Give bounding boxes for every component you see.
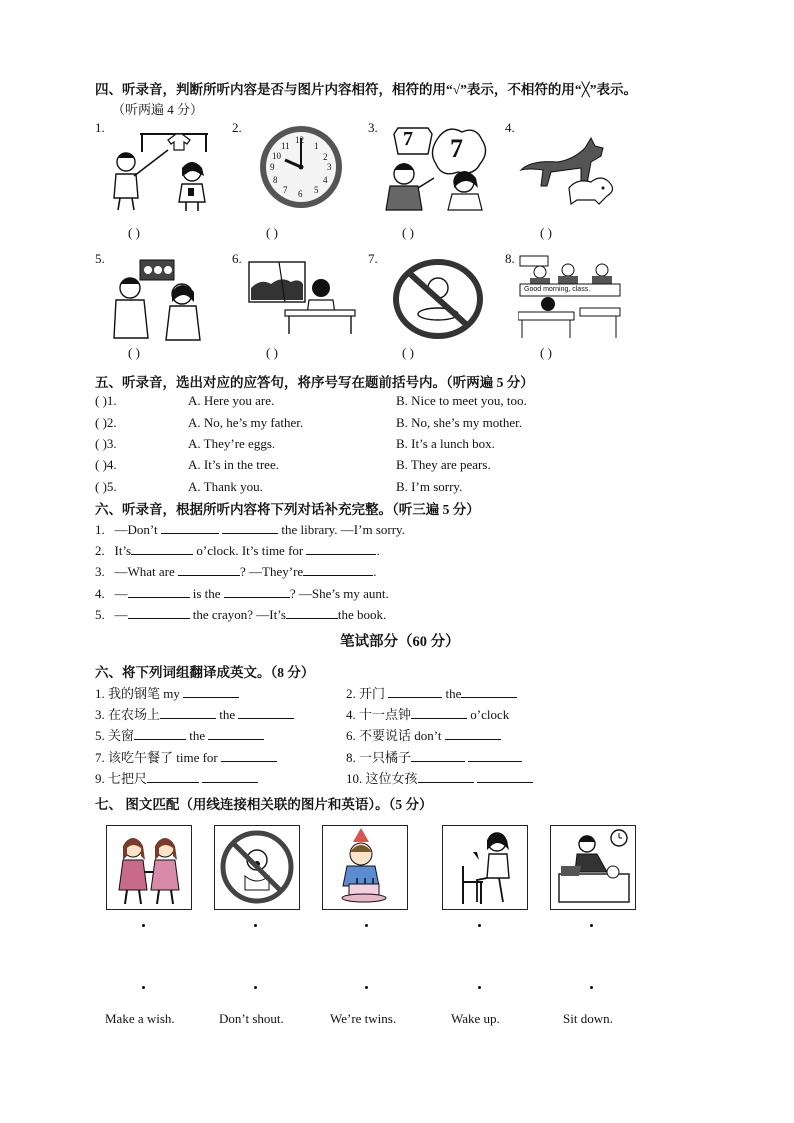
s6-blank-4b[interactable] xyxy=(224,585,290,598)
s6-line-2-part1: It’s xyxy=(114,543,132,558)
match-dot-phrase-3[interactable] xyxy=(365,986,368,989)
s5-option-b-2: B. No, she’s my mother. xyxy=(396,415,523,430)
s6-line-2 xyxy=(95,542,380,559)
phrase-make-a-wish: Make a wish. xyxy=(105,1011,175,1026)
s6-blank-2b[interactable] xyxy=(306,542,376,555)
s6b-blank-6[interactable] xyxy=(445,727,501,740)
s6b-item-1-text: 1. 我的钢笔 my xyxy=(95,686,180,701)
s6-blank-1b[interactable] xyxy=(222,521,278,534)
s5-paren-4[interactable]: ( )4. xyxy=(95,457,117,472)
picture-twins[interactable] xyxy=(106,825,192,910)
s6b-item-2 xyxy=(346,683,517,702)
s6b-blank-10b[interactable] xyxy=(477,770,533,783)
match-dot-picture-4[interactable] xyxy=(478,924,481,927)
section4-subtitle: （听两遍 4 分） xyxy=(112,102,204,117)
s6-blank-3a[interactable] xyxy=(178,563,240,576)
clock-digit-10: 10 xyxy=(272,151,281,161)
s6-line-1-number: 1. xyxy=(95,522,105,537)
match-dot-phrase-4[interactable] xyxy=(478,986,481,989)
s6b-blank-3a[interactable] xyxy=(160,706,216,719)
s6b-item-3 xyxy=(95,704,294,723)
board-text: Good morning, class. xyxy=(524,286,591,293)
s6-line-3-part1: —What are xyxy=(114,564,175,579)
q4-number-3: 3. xyxy=(368,120,378,135)
s6b-item-2-mid: the xyxy=(445,686,462,701)
s6b-item-9-text: 9. 七把尺 xyxy=(95,771,148,786)
picture-birthday-wish[interactable] xyxy=(322,825,408,910)
q4-number-1: 1. xyxy=(95,120,105,135)
s6-line-1-part2: the library. —I’m sorry. xyxy=(281,522,405,537)
s6-line-4-part1: — xyxy=(114,586,128,601)
s6b-blank-2b[interactable] xyxy=(461,685,517,698)
s5-option-b-5: B. I’m sorry. xyxy=(396,479,463,494)
s6-blank-5a[interactable] xyxy=(128,606,190,619)
s6-line-2-number: 2. xyxy=(95,543,105,558)
s5-paren-1[interactable]: ( )1. xyxy=(95,393,117,408)
picture-sit-down[interactable] xyxy=(442,825,528,910)
picture-kids-number-seven xyxy=(378,124,490,212)
section5-title: 五、听录音，选出对应的应答句，将序号写在题前括号内。（听两遍 5 分） xyxy=(95,375,534,390)
sign-seven-small: 7 xyxy=(403,128,413,150)
s6b-item-7-text: 7. 该吃午餐了 time for xyxy=(95,750,218,765)
s5-option-a-1: A. Here you are. xyxy=(188,393,275,408)
s6b-blank-2a[interactable] xyxy=(388,685,442,698)
s6b-blank-5b[interactable] xyxy=(208,727,264,740)
match-dot-phrase-2[interactable] xyxy=(254,986,257,989)
picture-wake-up[interactable] xyxy=(550,825,636,910)
s6b-item-10 xyxy=(346,768,533,787)
s6b-item-4-text: 4. 十一点钟 xyxy=(346,707,412,722)
answer-paren-7[interactable]: ( ) xyxy=(402,345,414,360)
answer-paren-6[interactable]: ( ) xyxy=(266,345,278,360)
s6-line-3-part3: . xyxy=(373,564,377,579)
answer-paren-1[interactable]: ( ) xyxy=(128,225,140,240)
picture-classroom-greeting xyxy=(518,254,624,340)
picture-no-eating-sign xyxy=(392,258,484,340)
s6b-item-7 xyxy=(95,747,277,766)
picture-dog-and-puppy xyxy=(515,136,621,208)
phrase-dont-shout: Don’t shout. xyxy=(219,1011,284,1026)
s6b-item-4 xyxy=(346,704,509,723)
clock-digit-5: 5 xyxy=(314,185,319,195)
s5-paren-3[interactable]: ( )3. xyxy=(95,436,117,451)
clock-digit-9: 9 xyxy=(270,162,275,172)
s6b-item-8-text: 8. 一只橘子 xyxy=(346,750,412,765)
clock-digit-3: 3 xyxy=(327,162,332,172)
s5-option-b-4: B. They are pears. xyxy=(396,457,491,472)
match-dot-picture-1[interactable] xyxy=(142,924,145,927)
s5-option-b-3: B. It’s a lunch box. xyxy=(396,436,495,451)
picture-no-shouting[interactable] xyxy=(214,825,300,910)
phrase-were-twins: We’re twins. xyxy=(330,1011,397,1026)
s6b-blank-10a[interactable] xyxy=(418,770,474,783)
match-dot-phrase-1[interactable] xyxy=(142,986,145,989)
sign-seven-large: 7 xyxy=(450,134,463,163)
answer-paren-8[interactable]: ( ) xyxy=(540,345,552,360)
q4-number-2: 2. xyxy=(232,120,242,135)
match-dot-picture-5[interactable] xyxy=(590,924,593,927)
match-dot-phrase-5[interactable] xyxy=(590,986,593,989)
s5-option-a-3: A. They’re eggs. xyxy=(188,436,276,451)
picture-clock xyxy=(258,122,344,212)
q4-number-4: 4. xyxy=(505,120,515,135)
clock-digit-4: 4 xyxy=(323,175,328,185)
s5-option-b-1: B. Nice to meet you, too. xyxy=(396,393,527,408)
s5-paren-2[interactable]: ( )2. xyxy=(95,415,117,430)
s6-blank-1a[interactable] xyxy=(161,521,219,534)
s6-line-4-part3: ? —She’s my aunt. xyxy=(289,586,389,601)
section7-title: 七、 图文匹配（用线连接相关联的图片和英语）。（5 分） xyxy=(95,797,433,812)
s6b-item-8 xyxy=(346,747,522,766)
s6b-item-3-mid: the xyxy=(219,707,236,722)
s6-line-5-part1: — xyxy=(114,607,128,622)
s6b-blank-3b[interactable] xyxy=(238,706,294,719)
s6-line-5-part3: the book. xyxy=(337,607,387,622)
s6-line-5-number: 5. xyxy=(95,607,105,622)
s5-option-a-4: A. It’s in the tree. xyxy=(188,457,279,472)
s6-line-1-part1: —Don’t xyxy=(114,522,158,537)
picture-child-at-desk xyxy=(245,258,359,336)
answer-paren-2[interactable]: ( ) xyxy=(266,225,278,240)
s6-line-5-part2: the crayon? —It’s xyxy=(192,607,286,622)
written-part-title: 笔试部分（60 分） xyxy=(340,634,460,650)
q4-number-5: 5. xyxy=(95,251,105,266)
q4-number-8: 8. xyxy=(505,251,515,266)
section6-title: 六、听录音，根据所听内容将下列对话补充完整。（听三遍 5 分） xyxy=(95,502,480,517)
s6-line-5 xyxy=(95,606,386,623)
answer-paren-5[interactable]: ( ) xyxy=(128,345,140,360)
s6b-item-10-text: 10. 这位女孩 xyxy=(346,771,418,786)
s6b-item-9 xyxy=(95,768,258,787)
match-dot-picture-2[interactable] xyxy=(254,924,257,927)
s6b-blank-9b[interactable] xyxy=(202,770,258,783)
s5-option-a-2: A. No, he’s my father. xyxy=(188,415,304,430)
clock-digit-11: 11 xyxy=(281,141,290,151)
s6b-item-4-mid: o’clock xyxy=(470,707,510,722)
s6b-item-2-text: 2. 开门 xyxy=(346,686,386,701)
s6b-blank-7[interactable] xyxy=(221,749,277,762)
s6b-blank-8b[interactable] xyxy=(468,749,522,762)
q4-number-7: 7. xyxy=(368,251,378,266)
clock-digit-8: 8 xyxy=(273,175,278,185)
s6b-item-6 xyxy=(346,725,501,744)
s6-blank-2a[interactable] xyxy=(131,542,193,555)
s6-blank-5b[interactable] xyxy=(286,606,338,619)
section4-title: 四、听录音，判断所听内容是否与图片内容相符，相符的用“√”表示，不相符的用“╳”表示。 xyxy=(95,82,638,97)
s6b-item-5-mid: the xyxy=(189,728,206,743)
s6-line-3-number: 3. xyxy=(95,564,105,579)
s6b-blank-4[interactable] xyxy=(411,706,467,719)
s6b-item-6-text: 6. 不要说话 don’t xyxy=(346,728,442,743)
answer-paren-3[interactable]: ( ) xyxy=(402,225,414,240)
s6-line-4-part2: is the xyxy=(192,586,221,601)
clock-digit-12: 12 xyxy=(295,135,304,145)
s6-line-3 xyxy=(95,563,376,580)
s5-paren-5[interactable]: ( )5. xyxy=(95,479,117,494)
s6b-item-5-text: 5. 关窗 xyxy=(95,728,135,743)
s6-blank-4a[interactable] xyxy=(128,585,190,598)
s6b-item-5 xyxy=(95,725,264,744)
s6-line-3-part2: ? —They’re xyxy=(240,564,304,579)
phrase-sit-down: Sit down. xyxy=(563,1011,613,1026)
s6b-blank-9a[interactable] xyxy=(147,770,199,783)
s6-line-2-part3: . xyxy=(376,543,380,558)
s6-line-1 xyxy=(95,521,405,538)
clock-digit-2: 2 xyxy=(323,152,328,162)
picture-man-pointing-shirt xyxy=(108,124,218,212)
answer-paren-4[interactable]: ( ) xyxy=(540,225,552,240)
clock-digit-7: 7 xyxy=(283,185,288,195)
picture-boy-girl-poster xyxy=(110,256,206,342)
s6-line-4-number: 4. xyxy=(95,586,105,601)
s6b-item-1 xyxy=(95,683,239,702)
section6b-title: 六、将下列词组翻译成英文。（8 分） xyxy=(95,665,315,680)
s6b-item-3-text: 3. 在农场上 xyxy=(95,707,161,722)
match-dot-picture-3[interactable] xyxy=(365,924,368,927)
s6b-blank-5a[interactable] xyxy=(134,727,186,740)
clock-digit-1: 1 xyxy=(314,141,319,151)
s6b-blank-8a[interactable] xyxy=(411,749,465,762)
s6-line-4 xyxy=(95,585,389,602)
s5-option-a-5: A. Thank you. xyxy=(188,479,263,494)
s6-line-2-part2: o’clock. It’s time for xyxy=(196,543,304,558)
s6b-blank-1[interactable] xyxy=(183,685,239,698)
q4-number-6: 6. xyxy=(232,251,242,266)
s6-blank-3b[interactable] xyxy=(303,563,373,576)
phrase-wake-up: Wake up. xyxy=(451,1011,500,1026)
clock-digit-6: 6 xyxy=(298,189,303,199)
